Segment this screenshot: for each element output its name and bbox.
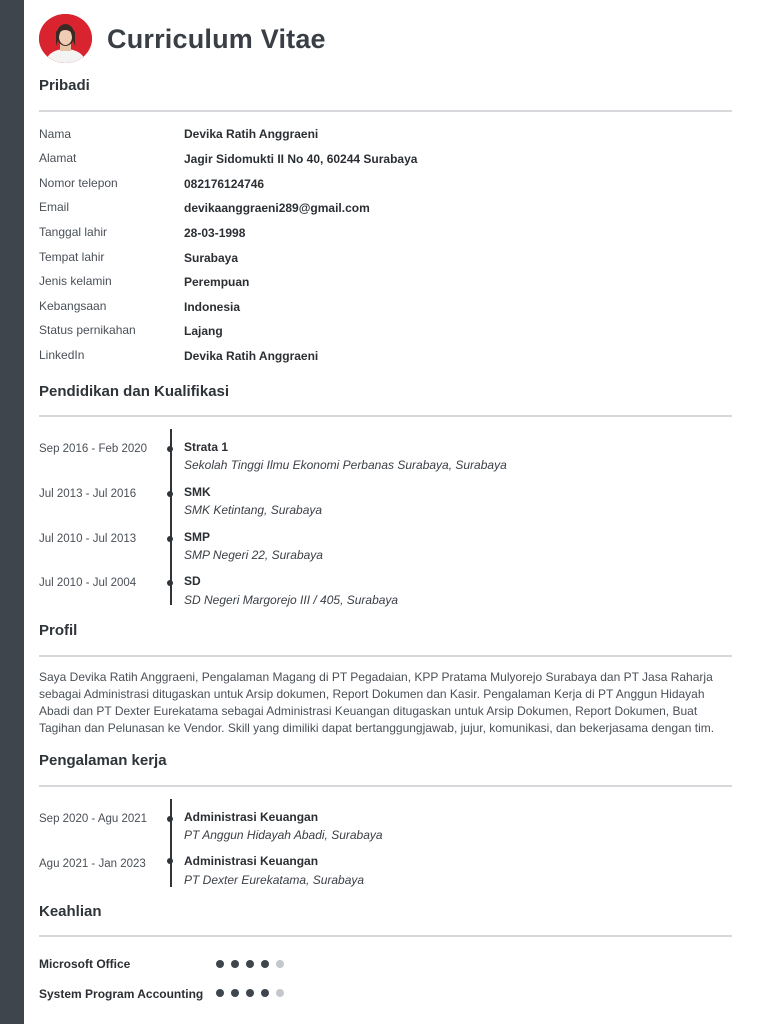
section-divider xyxy=(39,785,732,787)
field-label-nationality: Kebangsaan xyxy=(39,299,107,313)
section-divider xyxy=(39,935,732,937)
timeline-dot xyxy=(167,816,173,822)
field-value-email: devikaanggraeni289@gmail.com xyxy=(184,201,370,215)
rating-dot-filled xyxy=(216,989,224,997)
rating-dot-filled xyxy=(246,989,254,997)
field-label-marital-status: Status pernikahan xyxy=(39,323,136,337)
rating-dot-filled xyxy=(216,960,224,968)
avatar xyxy=(39,14,92,63)
education-title: SMP xyxy=(184,530,211,544)
timeline-dot xyxy=(167,491,173,497)
field-label-name: Nama xyxy=(39,127,72,141)
section-divider xyxy=(39,110,732,112)
skill-rating xyxy=(216,960,284,968)
section-title-education: Pendidikan dan Kualifikasi xyxy=(39,383,230,400)
section-title-profile: Profil xyxy=(39,622,78,639)
rating-dot-filled xyxy=(231,989,239,997)
skill-rating xyxy=(216,989,284,997)
education-date: Jul 2010 - Jul 2013 xyxy=(39,533,137,545)
skill-name: Microsoft Office xyxy=(39,957,131,971)
education-place: Sekolah Tinggi Ilmu Ekonomi Perbanas Surabaya, Surabaya xyxy=(184,458,507,472)
education-place: SMK Ketintang, Surabaya xyxy=(184,503,323,517)
experience-company: PT Anggun Hidayah Abadi, Surabaya xyxy=(184,828,383,842)
section-divider xyxy=(39,655,732,657)
left-sidebar-bar xyxy=(0,0,24,1024)
field-value-birth-place: Surabaya xyxy=(184,251,239,265)
education-place: SD Negeri Margorejo III / 405, Surabaya xyxy=(184,593,399,607)
skill-name: System Program Accounting xyxy=(39,987,204,1001)
rating-dot-filled xyxy=(261,989,269,997)
timeline-line-experience xyxy=(170,799,172,887)
rating-dot-filled xyxy=(231,960,239,968)
field-label-email: Email xyxy=(39,200,70,214)
education-date: Jul 2010 - Jul 2004 xyxy=(39,577,137,589)
cv-page xyxy=(39,0,732,1024)
section-title-personal: Pribadi xyxy=(39,77,90,94)
field-label-phone: Nomor telepon xyxy=(39,176,118,190)
timeline-dot xyxy=(167,858,173,864)
field-label-address: Alamat xyxy=(39,151,77,165)
rating-dot-empty xyxy=(276,960,284,968)
field-value-gender: Perempuan xyxy=(184,275,250,289)
experience-title: Administrasi Keuangan xyxy=(184,854,319,868)
timeline-dot xyxy=(167,446,173,452)
experience-date: Agu 2021 - Jan 2023 xyxy=(39,858,146,870)
field-label-birth-place: Tempat lahir xyxy=(39,250,105,264)
field-value-marital-status: Lajang xyxy=(184,324,223,338)
rating-dot-empty xyxy=(276,989,284,997)
education-date: Sep 2016 - Feb 2020 xyxy=(39,443,148,455)
field-label-linkedin: LinkedIn xyxy=(39,348,85,362)
experience-date: Sep 2020 - Agu 2021 xyxy=(39,813,148,825)
section-divider xyxy=(39,415,732,417)
education-title: SD xyxy=(184,574,201,588)
education-date: Jul 2013 - Jul 2016 xyxy=(39,488,137,500)
field-value-name: Devika Ratih Anggraeni xyxy=(184,127,319,141)
field-value-linkedin[interactable]: Devika Ratih Anggraeni xyxy=(184,349,319,363)
field-value-phone: 082176124746 xyxy=(184,177,265,191)
education-title: SMK xyxy=(184,485,211,499)
education-title: Strata 1 xyxy=(184,440,229,454)
field-value-birth-date: 28-03-1998 xyxy=(184,226,246,240)
education-place: SMP Negeri 22, Surabaya xyxy=(184,548,323,562)
field-label-gender: Jenis kelamin xyxy=(39,274,112,288)
timeline-dot xyxy=(167,536,173,542)
rating-dot-filled xyxy=(246,960,254,968)
experience-company: PT Dexter Eurekatama, Surabaya xyxy=(184,873,365,887)
page-title: Curriculum Vitae xyxy=(107,24,326,54)
timeline-dot xyxy=(167,580,173,586)
field-value-nationality: Indonesia xyxy=(184,300,241,314)
section-title-experience: Pengalaman kerja xyxy=(39,752,167,769)
timeline-line-education xyxy=(170,429,172,605)
experience-title: Administrasi Keuangan xyxy=(184,810,319,824)
rating-dot-filled xyxy=(261,960,269,968)
profile-summary: Saya Devika Ratih Anggraeni, Pengalaman Magang di PT Pegadaian, KPP Pratama Mulyorejo Surabaya dan PT Jasa Raharja sebagai Administrasi ditugaskan untuk Arsip dokumen, Report Dokumen dan Kasir. Pengalaman Kerja di PT Anggun Hidayah Abadi dan PT Dexter Eurekatama sebagai Administrasi Keuangan ditugaskan untuk Arsip Dokumen, Report Dokumen, Buat Tagihan dan Pelunasan ke Vendor. Skill yang dimiliki dapat bertanggungjawab, jujur, komunikasi, dan bekerjasama dengan tim. xyxy=(39,670,715,735)
section-title-skills: Keahlian xyxy=(39,903,102,920)
field-value-address: Jagir Sidomukti II No 40, 60244 Surabaya xyxy=(184,152,418,166)
field-label-birth-date: Tanggal lahir xyxy=(39,225,108,239)
